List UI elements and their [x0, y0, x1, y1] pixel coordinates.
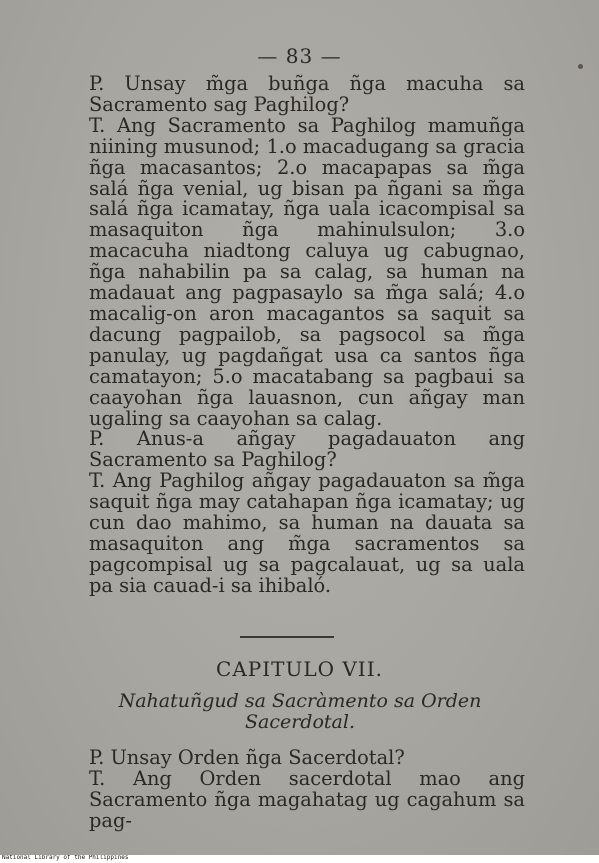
- paragraph-answer-1: T. Ang Sacramento sa Paghilog mamuñga niining musunod; 1.o macadugang sa gracia ñga macasantos; 2.o macapapas sa m̃ga salá ñga venial, ug bisan pa ñgani sa m̃ga salá ñga icamatay, ñga uala icacompisal sa masaquiton ñga mahinulsulon; 3.o macacuha niadtong caluya ug cabugnao, ñga nahabilin pa sa calag, sa human na madauat ang pagpasaylo sa m̃ga salá; 4.o macalig-on aron macagantos sa saquit sa dacung pagpailob, sa pagsocol sa m̃ga panulay, ug pagdañgat usa ca santos ñga camatayon; 5.o macatabang sa pagbaui sa caayohan ñga lauasnon, cun añgay man ugaling sa caayohan sa calag.: [89, 113, 525, 430]
- footer-strip: [0, 855, 599, 863]
- paragraph-question-2: P. Anus-a añgay pagadauaton ang Sacramento sa Paghilog?: [89, 427, 525, 472]
- chapter-subtitle: [60, 691, 540, 733]
- chapter-subtitle-line-1: Nahatuñgud sa Sacràmento sa Orden: [118, 690, 482, 712]
- main-text: [89, 74, 525, 597]
- paragraph-answer-2: T. Ang Paghilog añgay pagadauaton sa m̃ga saquit ñga may catahapan ñga icamatay; ug cun dao mahimo, sa human na dauata sa masaquiton ang m̃ga sacramentos sa pagcompisal ug sa pagcalauat, ug sa uala pa sia cauad-i sa ihibaló.: [89, 469, 525, 597]
- paragraph-answer-3: T. Ang Orden sacerdotal mao ang Sacramento ñga magahatag ug cagahum sa pag-: [89, 767, 525, 832]
- paragraph-question-1: P. Unsay m̃ga buñga ñga macuha sa Sacramento sag Paghilog?: [89, 72, 525, 116]
- chapter-title: CAPITULO VII.: [216, 657, 383, 681]
- chapter-text: [89, 747, 525, 831]
- paragraph-question-3: P. Unsay Orden ñga Sacerdotal?: [89, 746, 405, 769]
- page-number: — 83 —: [257, 44, 342, 68]
- section-divider: [240, 636, 334, 638]
- chapter-subtitle-line-2: Sacerdotal.: [245, 711, 355, 733]
- footer-credit: National Library of the Philippines: [2, 855, 129, 861]
